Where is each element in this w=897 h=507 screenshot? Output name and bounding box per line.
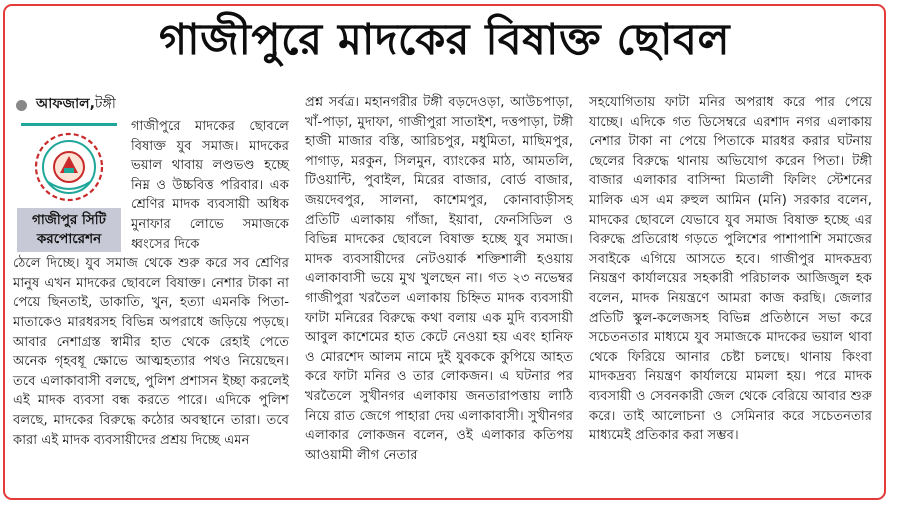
col1-body-text: ঠেলে দিচ্ছে। যুব সমাজ থেকে শুরু করে সব শ্রেণির মানুষ এখন মাদকের ছোবলে বিষাক্ত। নেশার টাকা না পেয়ে ছিনতাই, ডাকাতি, খুন, হত্যা এমনকি পিতা-মাতাকেও মারধরসহ বিভিন্ন অপরাধে জড়িয়ে পড়ছে। আবার নেশাগ্রস্ত স্বামীর হাত থেকে রেহাই পেতে অনেক গৃহবধূ ক্ষোভে আত্মহত্যার পথও নিয়েছেন। তবে এলাকাবাসী বলছে, পুলিশ প্রশাসন ইচ্ছা করলেই এই মাদক ব্যবসা বন্ধ করতে পারে। এদিকে পুলিশ বলছে, মাদকের বিরুদ্ধে কঠোর অবস্থানে তারা। তবে কারা এই মাদক ব্যবসায়ীদের প্রশ্রয় দিচ্ছে এমন <box>13 256 289 448</box>
city-corporation-logo <box>13 123 125 252</box>
city-corporation-seal-icon <box>30 130 108 202</box>
headline: গাজীপুরে মাদকের বিষাক্ত ছোবল <box>158 15 731 65</box>
column-3 <box>589 93 872 446</box>
col3-body-text: সহযোগিতায় ফাটা মনির অপরাধ করে পার পেয়ে যাচ্ছে। এদিকে গত ডিসেম্বরে এরশাদ নগর এলাকায় নেশার টাকা না পেয়ে পিতাকে মারধর করার ঘটনায় ছেলের বিরুদ্ধে থানায় অভিযোগ করেন পিতা। টঙ্গী বাজার এলাকার বাসিন্দা মিতালী ফিলিং স্টেশনের মালিক এস এম রুহুল আমিন (মনি) সরকার বলেন, মাদকের ছোবলে যেভাবে যুব সমাজ বিষাক্ত হচ্ছে এর বিরুদ্ধে প্রতিরোধ গড়তে পুলিশের পাশাপাশি সমাজের সবাইকে এগিয়ে আসতে হবে। গাজীপুর মাদকদ্রব্য নিয়ন্ত্রণ কার্যালয়ের সহকারী পরিচালক আজিজুল হক বলেন, মাদক নিয়ন্ত্রণে আমরা কাজ করছি। জেলার প্রতিটি স্কুল-কলেজসহ বিভিন্ন প্রতিষ্ঠানে সভা করে সচেতনতার মাধ্যমে যুব সমাজকে মাদকের ভয়াল থাবা থেকে ফিরিয়ে আনার চেষ্টা চলছে। থানায় কিংবা মাদকদ্রব্য নিয়ন্ত্রণ কার্যালয়ে মামলা হয়। পরে মাদক ব্যবসায়ী ও সেবনকারী জেল থেকে বেরিয়ে আবার শুরু করে। তাই আলোচনা ও সেমিনার করে সচেতনতার মাধ্যমেই প্রতিকার করা সম্ভব। <box>589 95 872 444</box>
author-name: আফজাল, <box>36 96 95 113</box>
col2-body-text: প্রশ্ন সর্বত্র। মহানগরীর টঙ্গী বড়দেওড়া, আউচপাড়া, খাঁ-পাড়া, মুদাফা, গাজীপুরা সাতাইশ, দত্তপাড়া, টঙ্গী হাজী মাজার বস্তি, আরিচপুর, মধুমিতা, মাছিমপুর, পাগাড়, মরকুন, সিলমুন, ব্যাংকের মাঠ, আমতলি, টিওয়ান্টি, পুবাইল, মিরের বাজার, বোর্ড বাজার, জয়দেবপুর, সালনা, কাশেমপুর, কোনাবাড়ীসহ প্রতিটি এলাকায় গাঁজা, ইয়াবা, ফেনসিডিল ও বিভিন্ন মাদকের ছোবলে বিষাক্ত হচ্ছে যুব সমাজ। মাদক ব্যবসায়ীদের নেটওয়ার্ক শক্তিশালী হওয়ায় এলাকাবাসী ভয়ে মুখ খুলছেন না। গত ২৩ নভেম্বর গাজীপুরা খরতৈল এলাকায় চিহ্নিত মাদক ব্যবসায়ী ফাটা মনিরের বিরুদ্ধে কথা বলায় এক মুদি ব্যবসায়ী আবুল কাশেমের হাত কেটে নেওয়া হয় এবং হানিফ ও মোরশেদ আলম নামে দুই যুবককে কুপিয়ে আহত করে ফাটা মনির ও তার লোকজন। এ ঘটনার পর খরতৈলে সুখীনগর এলাকায় জনতারাপত্তায় লাঠি নিয়ে রাত জেগে পাহারা দেয় এলাকাবাসী। সুখীনগর এলাকার লোকজন বলেন, ওই এলাকার কতিপয় আওয়ামী লীগ নেতার <box>305 95 573 463</box>
bullet-icon <box>16 100 27 111</box>
article-frame <box>3 4 886 500</box>
author-location: টঙ্গী <box>94 96 116 113</box>
column-1 <box>13 93 289 450</box>
byline <box>13 93 289 117</box>
logo-caption: গাজীপুর সিটি করপোরেশন <box>17 208 121 252</box>
col1-intro-text: গাজীপুরে মাদকের ছোবলে বিষাক্ত যুব সমাজ। মাদকের ভয়াল থাবায় লণ্ডভণ্ড হচ্ছে নিম্ন ও উচ্চবিত্ত পরিবার। এক শ্রেণির মাদক ব্যবসায়ী অধিক মুনাফার লোভে সমাজকে ধ্বংসের দিকে <box>131 119 289 252</box>
column-2 <box>305 93 573 465</box>
logo-accent-rule <box>21 123 117 126</box>
